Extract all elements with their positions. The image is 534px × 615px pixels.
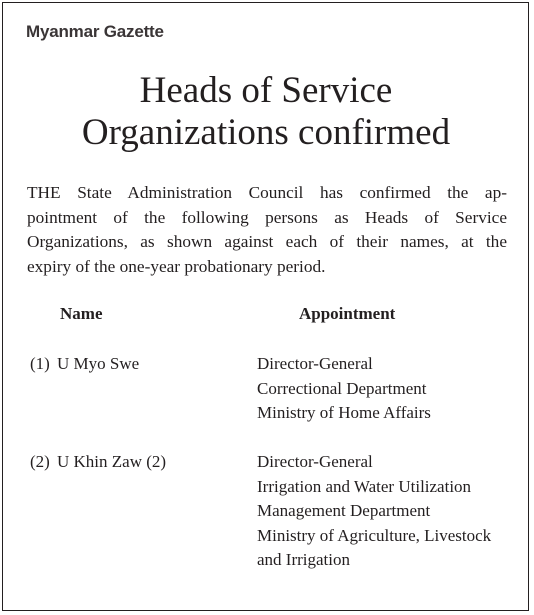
appointment-line: Management Department <box>257 501 431 520</box>
appointment-details <box>257 450 527 573</box>
publication-name: Myanmar Gazette <box>26 22 164 41</box>
row-number: (1) <box>30 354 50 373</box>
lede-line: THE State Administration Council has confirmed the ap- <box>27 183 507 202</box>
row-number: (2) <box>30 452 50 471</box>
headline-line: Heads of Service <box>139 70 393 111</box>
name-column-header: Name <box>60 304 103 323</box>
appointee-name: U Khin Zaw (2) <box>57 452 167 471</box>
headline-line: Organizations confirmed <box>81 112 451 153</box>
appointment-column-header: Appointment <box>299 304 396 323</box>
appointment-line: Ministry of Home Affairs <box>257 403 431 422</box>
appointment-line: Director-General <box>257 452 373 471</box>
lede-paragraph <box>27 181 507 279</box>
appointment-line: and Irrigation <box>257 550 350 569</box>
headline <box>10 70 522 154</box>
lede-line: pointment of the following persons as Heads of Service <box>27 207 507 227</box>
appointment-details <box>257 352 527 426</box>
appointment-line: Irrigation and Water Utilization <box>257 476 472 496</box>
appointment-line: Correctional Department <box>257 378 427 398</box>
lede-line: Organizations, as shown against each of their names, at the <box>27 232 507 251</box>
appointee-name: U Myo Swe <box>57 354 140 373</box>
lede-line: expiry of the one-year probationary period. <box>27 256 326 276</box>
appointment-line: Ministry of Agriculture, Livestock <box>257 525 492 545</box>
appointment-line: Director-General <box>257 354 373 373</box>
